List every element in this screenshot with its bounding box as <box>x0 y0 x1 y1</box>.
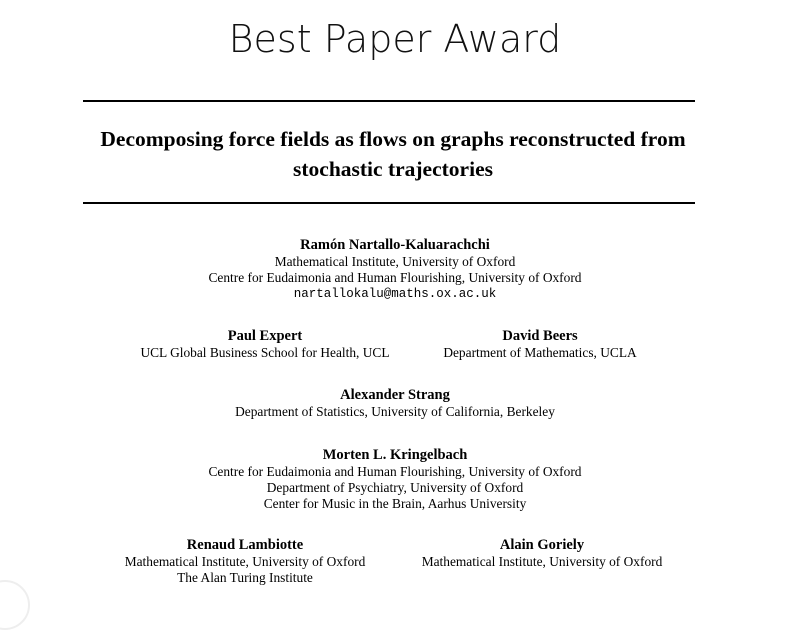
author-name: Ramón Nartallo-Kaluarachchi <box>300 237 490 253</box>
author-affiliation: Department of Statistics, University of California, Berkeley <box>235 404 555 419</box>
author-name: Renaud Lambiotte <box>186 537 304 553</box>
corner-circle-decoration <box>0 580 30 630</box>
author-affiliation: Mathematical Institute, University of Oxford <box>124 554 366 569</box>
paper-title-line-2: stochastic trajectories <box>293 157 493 181</box>
author-block <box>392 537 692 570</box>
author-name: Paul Expert <box>227 328 303 344</box>
author-affiliation: Centre for Eudaimonia and Human Flourishing, University of Oxford <box>208 464 582 479</box>
author-affiliation: Department of Psychiatry, University of Oxford <box>266 480 524 495</box>
bottom-rule <box>83 202 695 204</box>
paper-title-line-1: Decomposing force fields as flows on graphs reconstructed from <box>100 127 686 151</box>
author-affiliation: UCL Global Business School for Health, UCL <box>140 345 390 360</box>
author-affiliation: Mathematical Institute, University of Oxford <box>274 254 516 269</box>
author-name: Alexander Strang <box>340 387 450 403</box>
author-affiliation: Centre for Eudaimonia and Human Flourishing, University of Oxford <box>208 270 582 285</box>
author-name: David Beers <box>502 328 578 344</box>
author-block <box>140 447 650 512</box>
author-name: Morten L. Kringelbach <box>322 447 468 463</box>
top-rule <box>83 100 695 102</box>
author-affiliation: Center for Music in the Brain, Aarhus University <box>263 496 527 511</box>
author-email[interactable]: nartallokalu@maths.ox.ac.uk <box>293 287 497 301</box>
author-block <box>140 237 650 302</box>
author-block <box>95 537 395 586</box>
paper-title <box>83 124 703 184</box>
author-affiliation: Mathematical Institute, University of Oxford <box>421 554 663 569</box>
author-affiliation: Department of Mathematics, UCLA <box>443 345 637 360</box>
author-block <box>110 328 420 361</box>
author-name: Alain Goriely <box>499 537 585 553</box>
award-title: Best Paper Award <box>228 17 562 61</box>
author-affiliation: The Alan Turing Institute <box>177 570 313 585</box>
author-block <box>400 328 680 361</box>
author-block <box>140 387 650 420</box>
